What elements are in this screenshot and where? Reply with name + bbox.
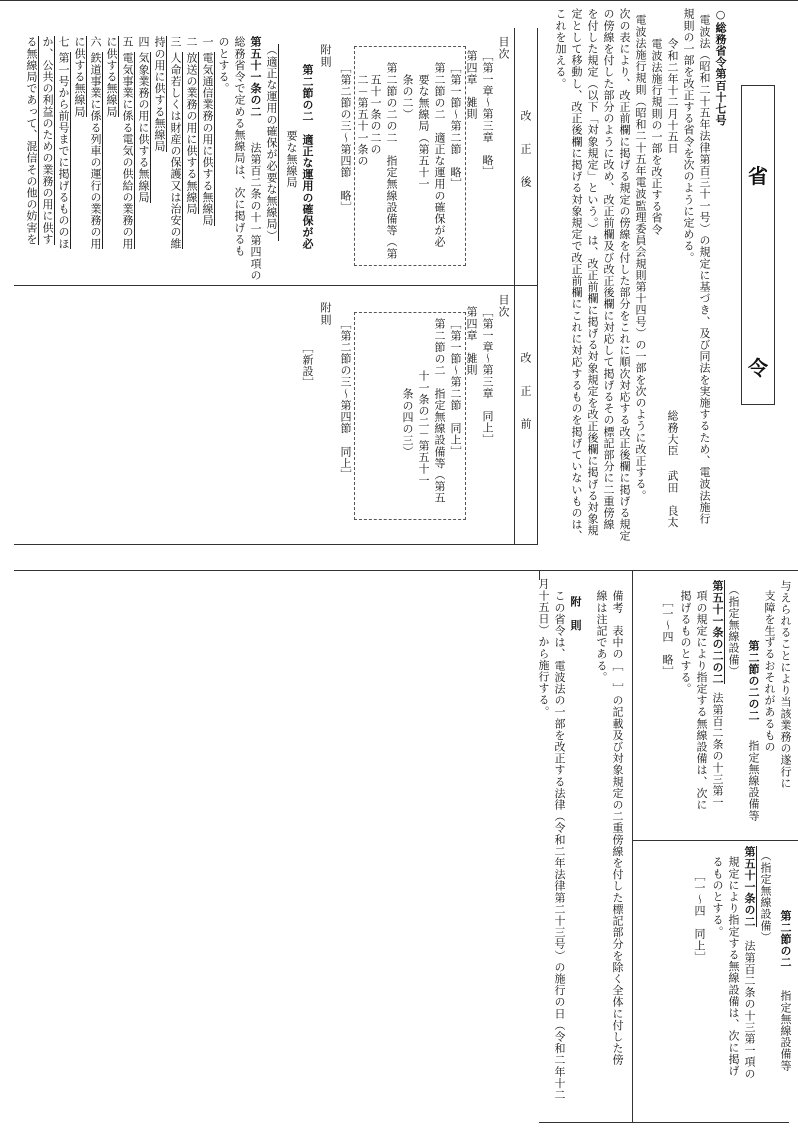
t2-before-caption: （指定無線設備）: [759, 850, 772, 943]
minister-name: 武田 良太: [666, 470, 679, 528]
item-5-text-1: 電気事業に係る電気の供給の業務の用: [121, 52, 134, 250]
order-body-1: 電波法施行規則（昭和二十五年電波監理委員会規則第十四号）の一部を次のように改正する。: [634, 14, 647, 502]
item-3-text-2: 持の用に供する無線局: [153, 36, 166, 152]
item-5-text-2: に供する無線局: [105, 36, 118, 118]
table2-mid: [632, 840, 798, 841]
table2-top: [14, 570, 798, 571]
item-6-text-1: 鉄道事業に係る列車の運行の業務の用: [89, 52, 102, 250]
item-7-text-3: る無線局であって、混信その他の妨害を: [25, 36, 38, 245]
t2-after-art-text-2: 項の規定により指定する無線設備は、次に: [695, 590, 708, 811]
item-2-text: 放送の業務の用に供する無線局: [185, 52, 198, 215]
order-date: 令和二年十二月十五日: [666, 38, 679, 154]
order-number: ○総務省令第百十七号: [714, 8, 727, 126]
minister-title: 総務大臣: [666, 410, 679, 457]
item-6-num: 六: [89, 36, 102, 48]
order-body-3: の傍線を付した部分のように改め、改正前欄及び改正後欄に対応して掲げるその標記部分に二重傍線: [602, 8, 615, 530]
after-toc-ch: ［第一章～第三章 略］: [481, 50, 494, 178]
item-5-num: 五: [121, 36, 134, 48]
header-after: 改正後: [519, 110, 532, 209]
t2-note-2: 線は注記である。: [595, 590, 608, 683]
before-toc: 目次: [497, 294, 510, 318]
order-body-2: 次の表により、改正前欄に掲げる規定の傍線を付した部分をこれに順次対応する改正後欄に掲げる規定: [618, 8, 631, 542]
t2-after-sec-name: 指定無線設備等: [747, 740, 760, 822]
table2-left: [632, 570, 633, 1122]
after-art-text-1: 法第百二条の十一第四項の: [249, 130, 262, 281]
after-sec-title2: 要な無線局: [285, 130, 298, 188]
after-fusoku: 附則: [319, 44, 332, 68]
after-toc-sec: ［第一節～第二節 略］: [449, 62, 462, 190]
t2-note-1: 備考 表中の［ ］の記載及び対象規定の二重傍線を付した標記部分を除く全体に付した傍: [611, 590, 624, 1066]
t2-before-art-text-1: 法第百二条の十三第一項の: [743, 940, 756, 1080]
t2-before-items: ［一～四 同上］: [693, 870, 706, 963]
order-intro-1: 電波法（昭和二十五年法律第百三十一号）の規定に基づき、及び同法を実施するため、電波法施行: [698, 14, 711, 525]
item-1-num: 一: [201, 36, 214, 48]
before-toc-sec3: ［第二節の三～第四節 同上］: [339, 318, 352, 481]
before-new: ［新設］: [301, 342, 314, 389]
t2-before-sec: 第二節の二: [779, 910, 792, 968]
item-3-text-1: 人命若しくは財産の保護又は治安の維: [169, 52, 182, 250]
item-7-text-2: か、公共の利益のための業務の用に供す: [41, 36, 54, 245]
after-toc-sec22-c: 二－第五十一条の: [356, 62, 369, 167]
after-toc-sec2-b: 要な無線局（第五十一: [417, 62, 430, 190]
t2-before-art: 第五十一条の二: [743, 846, 756, 928]
after-toc-sec2-a: 第二節の二 適正な運用の確保が必: [433, 62, 446, 248]
t2-before-sec-name: 指定無線設備等: [779, 990, 792, 1072]
t2-after-caption: （指定無線設備）: [727, 584, 740, 677]
t2-before-art-text-3: るものとする。: [711, 856, 724, 938]
order-intro-2: 規則の一部を改正する省令を次のように定める。: [682, 8, 695, 264]
table1-header-divider: [514, 28, 515, 544]
item-4-text: 気象業務の用に供する無線局: [137, 52, 150, 203]
ministry-char-2: 令: [748, 356, 768, 380]
table1-right: [537, 28, 538, 544]
item-2-num: 二: [185, 36, 198, 48]
before-toc-sec2-b: 十一条の二－第五十一: [417, 370, 430, 486]
order-body-4: を付した規定（以下「対象規定」という。）は、改正前欄に掲げる対象規定を改正後欄に掲げる対象規: [586, 8, 599, 537]
after-art-text-3: のとする。: [217, 36, 230, 94]
item-7-text-1: 第一号から前号までに掲げるもののほ: [57, 52, 70, 250]
after-sec-title: 第二節の二 適正な運用の確保が必: [301, 64, 314, 250]
suppl-text-1: この省令は、電波法の一部を改正する法律（令和二年法律第二十三号）の施行の日（令和二年十二: [553, 590, 566, 1101]
table2-bottom-right: [539, 1122, 789, 1123]
item-6-text-2: に供する無線局: [73, 36, 86, 118]
suppl-text-2: 月十五日）から施行する。: [537, 578, 550, 718]
header-before: 改正前: [519, 352, 532, 451]
item-7-num: 七: [57, 36, 70, 48]
t2-after-art-text-1: 法第百二条の十三第一: [711, 692, 724, 808]
t2-after-cont-2: 支障を生ずるおそれがあるもの: [763, 590, 776, 753]
item-1-text: 電気通信業務の用に供する無線局: [201, 52, 214, 226]
suppl-title: 附 則: [569, 596, 582, 631]
after-art: 第五十一条の二: [249, 36, 262, 118]
t2-after-items: ［一～四 略］: [661, 596, 674, 678]
after-toc-sec3: ［第二節の三～第四節 略］: [339, 62, 352, 213]
after-toc-sec2-c: 条の二）: [401, 62, 414, 120]
t2-after-cont-1: 与えられることにより当該業務の遂行に: [779, 580, 792, 789]
before-toc-sec: ［第一節～第二節 同上］: [449, 318, 462, 458]
table1-mid-divider: [14, 285, 538, 286]
ministry-char-1: 省: [748, 164, 768, 188]
after-art-text-2: 総務省令で定める無線局は、次に掲げるも: [233, 36, 246, 257]
order-body-5: 定として移動し、改正後欄に掲げる対象規定で改正前欄にこれに対応するものを掲げていないものは、: [570, 8, 583, 542]
t2-before-art-text-2: 規定により指定する無線設備は、次に掲げ: [727, 856, 740, 1077]
t2-after-sec: 第二節の二の二: [747, 640, 760, 722]
top-rule: [0, 0, 798, 1]
after-toc-ch4: 第四章 雑則: [465, 50, 478, 120]
after-toc-sec22-a: 第二節の二の二 指定無線設備等（第: [385, 62, 398, 260]
after-toc-sec22-b: 五十一条の二の: [369, 62, 382, 155]
before-fusoku: 附則: [319, 302, 332, 326]
before-toc-ch4: 第四章 雑則: [465, 306, 478, 376]
item-3-num: 三: [169, 36, 182, 48]
order-body-6: これを加える。: [554, 8, 567, 90]
t2-after-art: 第五十一条の二の二: [711, 580, 724, 685]
before-toc-sec2-a: 第二節の二 指定無線設備等（第五: [433, 318, 446, 504]
after-caption: （適正な運用の確保が必要な無線局）: [265, 44, 278, 242]
before-toc-ch: ［第一章～第三章 同上］: [481, 306, 494, 446]
item-4-num: 四: [137, 36, 150, 48]
t2-after-art-text-3: 掲げるものとする。: [679, 590, 692, 695]
table1-bottom: [14, 544, 538, 545]
order-heading: 電波法施行規則の一部を改正する省令: [650, 38, 663, 236]
before-toc-sec2-c: 条の四の三）: [401, 388, 414, 458]
after-toc: 目次: [497, 36, 510, 60]
